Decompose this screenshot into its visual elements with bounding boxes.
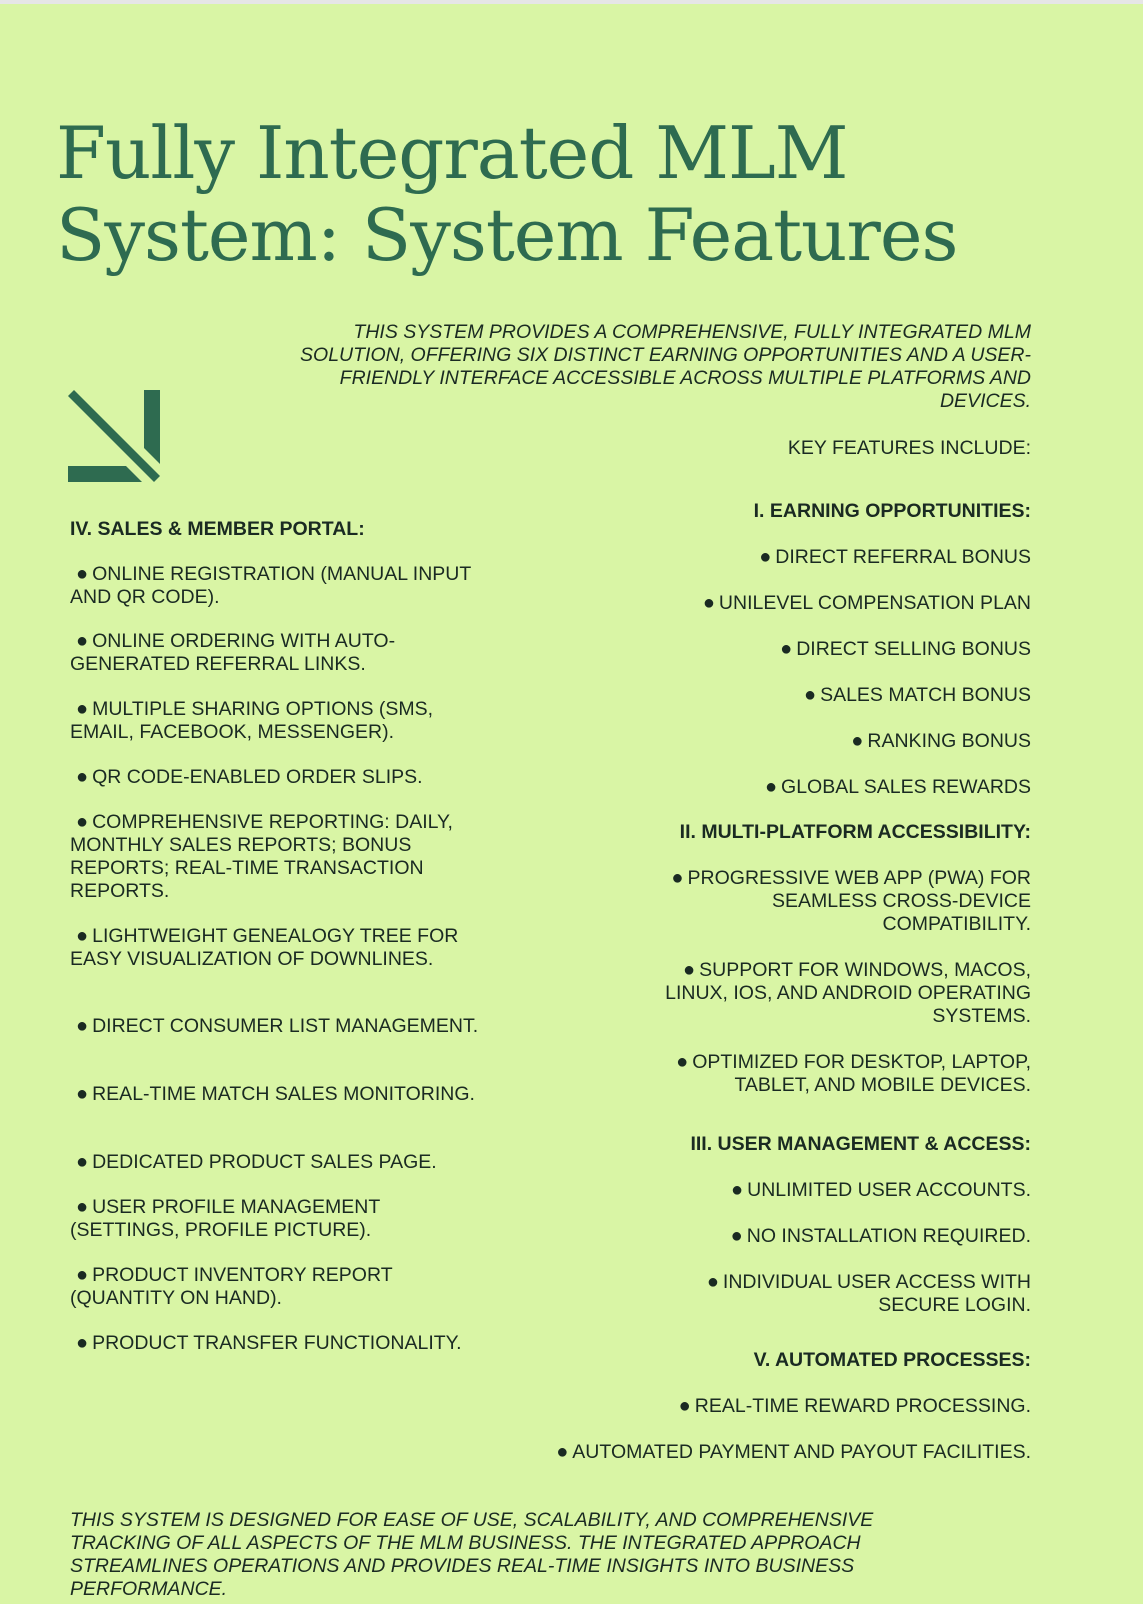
list-item: ● DIRECT CONSUMER LIST MANAGEMENT. bbox=[70, 1015, 490, 1038]
title-line-1: Fully Integrated MLM bbox=[56, 111, 848, 195]
list-item: ● COMPREHENSIVE REPORTING: DAILY, MONTHLY SALES REPORTS; BONUS REPORTS; REAL-TIME TRANSACTION REPORTS. bbox=[70, 811, 490, 903]
list-item: ● GLOBAL SALES REWARDS bbox=[511, 776, 1031, 799]
list-item: ● DEDICATED PRODUCT SALES PAGE. bbox=[70, 1151, 490, 1174]
outro-text: THIS SYSTEM IS DESIGNED FOR EASE OF USE, SCALABILITY, AND COMPREHENSIVE TRACKING OF ALL ASPECTS OF THE MLM BUSINESS. THE INTEGRATED APPROACH STREAMLINES OPERATIONS AND PROVIDES REAL-TIME INSIGHTS INTO BUSINESS PERFORMANCE. bbox=[70, 1509, 874, 1600]
list-item: ● PRODUCT INVENTORY REPORT (QUANTITY ON HAND). bbox=[70, 1264, 490, 1310]
section-heading: II. MULTI-PLATFORM ACCESSIBILITY: bbox=[679, 821, 1031, 843]
list-item: ● ONLINE ORDERING WITH AUTO-GENERATED REFERRAL LINKS. bbox=[70, 630, 490, 676]
list-item: ● RANKING BONUS bbox=[511, 730, 1031, 753]
section-heading: V. AUTOMATED PROCESSES: bbox=[753, 1349, 1031, 1371]
arrow-down-right-icon bbox=[68, 390, 160, 482]
list-item: ● USER PROFILE MANAGEMENT (SETTINGS, PROFILE PICTURE). bbox=[70, 1196, 490, 1242]
section-heading: I. EARNING OPPORTUNITIES: bbox=[753, 500, 1031, 522]
list-item: ● UNILEVEL COMPENSATION PLAN bbox=[511, 592, 1031, 615]
list-item: ● INDIVIDUAL USER ACCESS WITH SECURE LOGIN. bbox=[681, 1271, 1031, 1317]
list-item: ● QR CODE-ENABLED ORDER SLIPS. bbox=[70, 766, 490, 789]
list-item: ● LIGHTWEIGHT GENEALOGY TREE FOR EASY VISUALIZATION OF DOWNLINES. bbox=[70, 925, 490, 971]
section-heading: III. USER MANAGEMENT & ACCESS: bbox=[690, 1133, 1031, 1155]
key-features-label: KEY FEATURES INCLUDE: bbox=[787, 437, 1031, 459]
list-item: ● PRODUCT TRANSFER FUNCTIONALITY. bbox=[70, 1332, 490, 1355]
section-heading: IV. SALES & MEMBER PORTAL: bbox=[70, 518, 365, 540]
list-item: ● AUTOMATED PAYMENT AND PAYOUT FACILITIES. bbox=[511, 1441, 1031, 1464]
sales-member-portal-section bbox=[70, 518, 490, 1378]
title-line-2: System: System Features bbox=[56, 193, 958, 277]
list-item: ● DIRECT SELLING BONUS bbox=[511, 638, 1031, 661]
list-item: ● OPTIMIZED FOR DESKTOP, LAPTOP, TABLET, AND MOBILE DEVICES. bbox=[651, 1051, 1031, 1097]
list-item: ● REAL-TIME MATCH SALES MONITORING. bbox=[70, 1083, 490, 1106]
list-item: ● PROGRESSIVE WEB APP (PWA) FOR SEAMLESS CROSS-DEVICE COMPATIBILITY. bbox=[651, 867, 1031, 936]
list-item: ● MULTIPLE SHARING OPTIONS (SMS, EMAIL, FACEBOOK, MESSENGER). bbox=[70, 698, 490, 744]
intro-text: THIS SYSTEM PROVIDES A COMPREHENSIVE, FULLY INTEGRATED MLM SOLUTION, OFFERING SIX DISTINCT EARNING OPPORTUNITIES AND A USER-FRIENDLY INTERFACE ACCESSIBLE ACROSS MULTIPLE PLATFORMS AND DEVICES. bbox=[300, 321, 1031, 412]
list-item: ● DIRECT REFERRAL BONUS bbox=[511, 546, 1031, 569]
list-item: ● UNLIMITED USER ACCOUNTS. bbox=[511, 1179, 1031, 1202]
list-item: ● ONLINE REGISTRATION (MANUAL INPUT AND QR CODE). bbox=[70, 563, 490, 609]
list-item: ● REAL-TIME REWARD PROCESSING. bbox=[511, 1395, 1031, 1418]
features-right-column bbox=[511, 0, 1031, 1463]
list-item: ● NO INSTALLATION REQUIRED. bbox=[511, 1225, 1031, 1248]
list-item: ● SUPPORT FOR WINDOWS, MACOS, LINUX, IOS, AND ANDROID OPERATING SYSTEMS. bbox=[641, 959, 1031, 1028]
list-item: ● SALES MATCH BONUS bbox=[511, 684, 1031, 707]
